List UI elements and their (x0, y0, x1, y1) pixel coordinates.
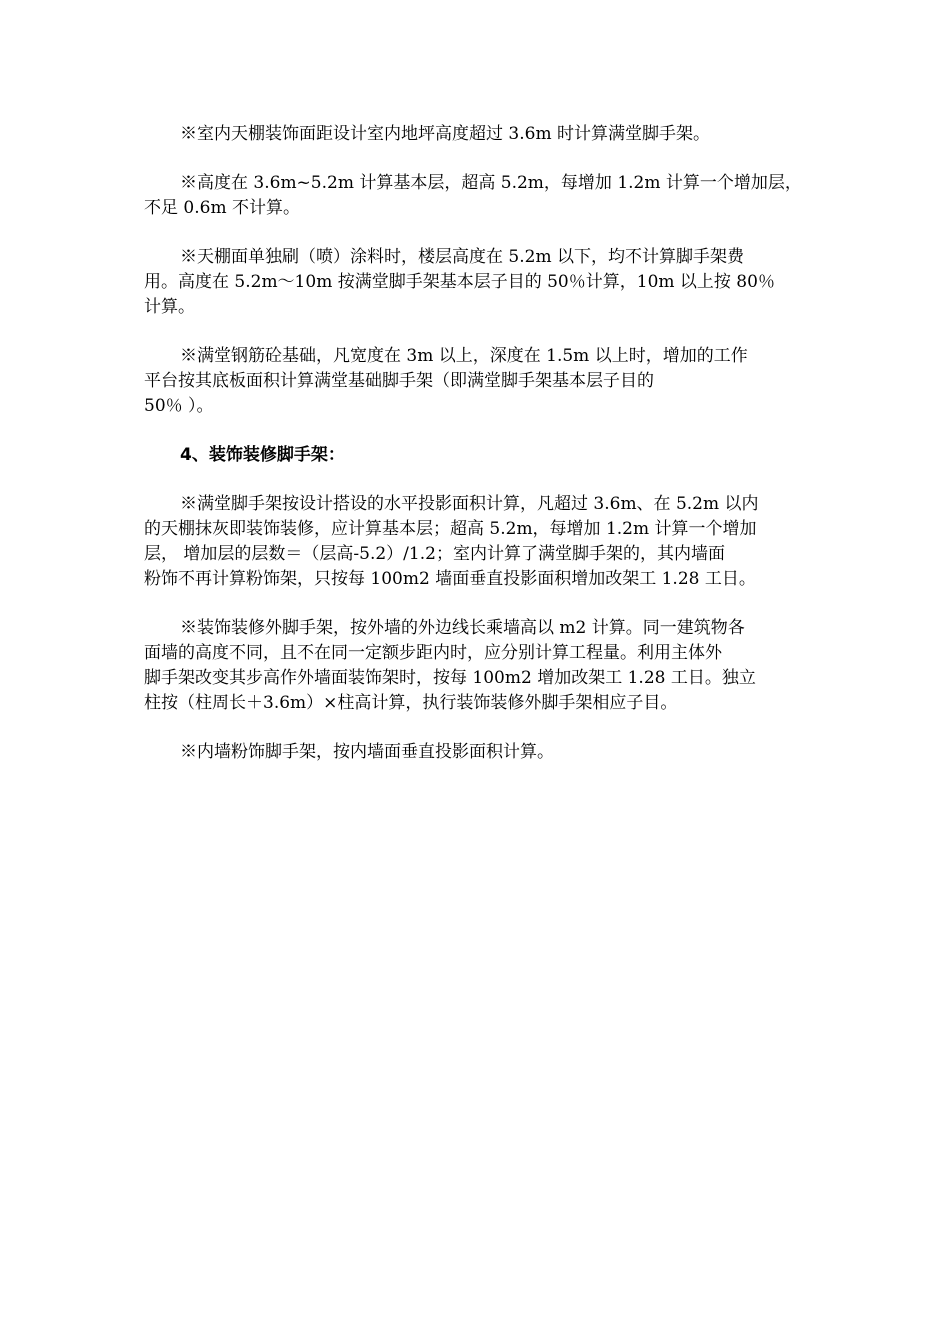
text-line: 粉饰不再计算粉饰架，只按每 100m2 墙面垂直投影面积增加改架工 1.28 工日。 (144, 569, 756, 589)
text-line: 的天棚抹灰即装饰装修，应计算基本层；超高 5.2m，每增加 1.2m 计算一个增加 (144, 519, 757, 539)
text-line: 脚手架改变其步高作外墙面装饰架时，按每 100m2 增加改架工 1.28 工日。独立 (144, 668, 756, 688)
text-line: ※内墙粉饰脚手架，按内墙面垂直投影面积计算。 (180, 742, 554, 762)
text-line: ※满堂钢筋砼基础，凡宽度在 3m 以上，深度在 1.5m 以上时，增加的工作 (180, 346, 748, 366)
paragraph-foundation (144, 344, 816, 419)
paragraph-ceiling-height (144, 122, 816, 147)
paragraph-ceiling-paint (144, 245, 816, 320)
text-line: 50％ ）。 (144, 396, 214, 416)
document-body (144, 122, 816, 789)
text-line: ※室内天棚装饰面距设计室内地坪高度超过 3.6m 时计算满堂脚手架。 (180, 124, 710, 144)
text-line: 柱按（柱周长＋3.6m）×柱高计算，执行装饰装修外脚手架相应子目。 (144, 693, 678, 713)
paragraph-base-layer (144, 171, 816, 221)
text-line: 用。高度在 5.2m～10m 按满堂脚手架基本层子目的 50％计算，10m 以上按 80％ (144, 272, 775, 292)
text-line: 层， 增加层的层数＝（层高-5.2）/1.2；室内计算了满堂脚手架的，其内墙面 (144, 544, 725, 564)
text-line: ※满堂脚手架按设计搭设的水平投影面积计算，凡超过 3.6m、在 5.2m 以内 (180, 494, 759, 514)
text-line: 平台按其底板面积计算满堂基础脚手架（即满堂脚手架基本层子目的 (144, 371, 654, 391)
text-line: 面墙的高度不同，且不在同一定额步距内时，应分别计算工程量。利用主体外 (144, 643, 722, 663)
paragraph-interior-scaffold (144, 740, 816, 765)
paragraph-full-scaffold (144, 492, 816, 592)
text-line: ※天棚面单独刷（喷）涂料时，楼层高度在 5.2m 以下，均不计算脚手架费 (180, 247, 744, 267)
text-line: 不足 0.6m 不计算。 (144, 198, 300, 218)
text-line: ※高度在 3.6m~5.2m 计算基本层，超高 5.2m，每增加 1.2m 计算一个增加层， (180, 173, 802, 193)
text-line: ※装饰装修外脚手架，按外墙的外边线长乘墙高以 m2 计算。同一建筑物各 (180, 618, 745, 638)
text-line: 计算。 (144, 297, 195, 317)
paragraph-exterior-scaffold (144, 616, 816, 716)
section-heading: 4、装饰装修脚手架： (180, 445, 345, 465)
